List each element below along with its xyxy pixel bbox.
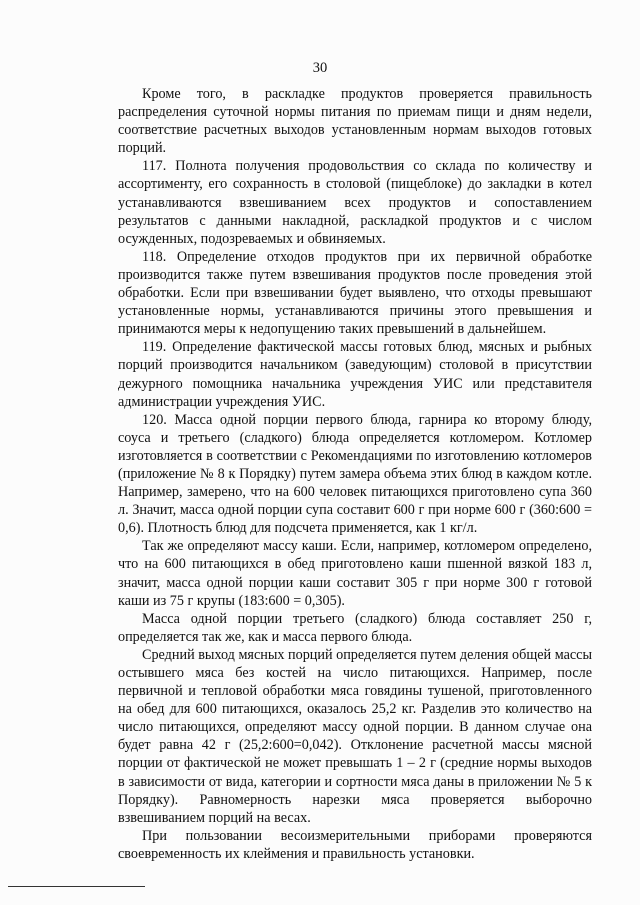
- paragraph-porridge: Так же определяют массу каши. Если, например, котломером определено, что на 600 питающихся в обед приготовлено каши пшенной вязкой 183 л, значит, масса одной порции каши составит 305 г при норме 300 г готовой каши из 75 г крупы (183:600 = 0,305).: [118, 538, 592, 609]
- paragraph-119: 119. Определение фактической массы готовых блюд, мясных и рыбных порций производится начальником (заведующим) столовой в присутствии дежурного помощника начальника учреждения УИС или представителя администрации учреждения УИС.: [118, 339, 592, 410]
- paragraph-intro: Кроме того, в раскладке продуктов проверяется правильность распределения суточной нормы питания по приемам пищи и дням недели, соответствие расчетных выходов установленным нормам выходов готовых порций.: [118, 86, 592, 157]
- footnote-separator: [8, 886, 145, 887]
- page-number: 30: [312, 60, 328, 76]
- document-body: [118, 85, 592, 863]
- paragraph-third-dish: Масса одной порции третьего (сладкого) блюда составляет 250 г, определяется так же, как и масса первого блюда.: [118, 610, 592, 645]
- paragraph-scales: При пользовании весоизмерительными приборами проверяются своевременность их клеймения и правильность установки.: [118, 827, 592, 862]
- paragraph-118: 118. Определение отходов продуктов при их первичной обработке производится также путем взвешивания продуктов после проведения этой обработки. Если при взвешивании будет выявлено, что отходы превышают установленные нормы, устанавливаются причины этого превышения и принимаются меры к недопущению таких превышений в дальнейшем.: [118, 248, 592, 338]
- paragraph-117: 117. Полнота получения продовольствия со склада по количеству и ассортименту, его сохранность в столовой (пищеблоке) до закладки в котел устанавливаются взвешиванием всех продуктов и сопоставлением результатов с данными накладной, раскладкой продуктов и с числом осужденных, подозреваемых и обвиняемых.: [118, 158, 592, 247]
- paragraph-120: 120. Масса одной порции первого блюда, гарнира ко второму блюду, соуса и третьего (сладкого) блюда определяется котломером. Котломер изготовляется в соответствии с Рекомендациями по изготовлению котломеров (приложение № 8 к Порядку) путем замера объема этих блюд в каждом котле. Например, замерено, что на 600 человек питающихся приготовлено супа 360 л. Значит, масса одной порции супа составит 600 г при норме 600 г (360:600 = 0,6). Плотность блюд для подсчета применяется, как 1 кг/л.: [118, 411, 592, 537]
- paragraph-meat-portions: Средний выход мясных порций определяется путем деления общей массы остывшего мяса без костей на число питающихся. Например, после первичной и тепловой обработки мяса говядины тушеной, приготовленного на обед для 600 питающихся, оказалось 25,2 кг. Разделив это количество на число питающихся, определяют массу одной порции. В данном случае она будет равна 42 г (25,2:600=0,042). Отклонение расчетной массы мясной порции от фактической не может превышать 1 – 2 г (средние нормы выходов в зависимости от вида, категории и сортности мяса даны в приложении № 5 к Порядку). Равномерность нарезки мяса проверяется выборочно взвешиванием порций на весах.: [118, 646, 593, 826]
